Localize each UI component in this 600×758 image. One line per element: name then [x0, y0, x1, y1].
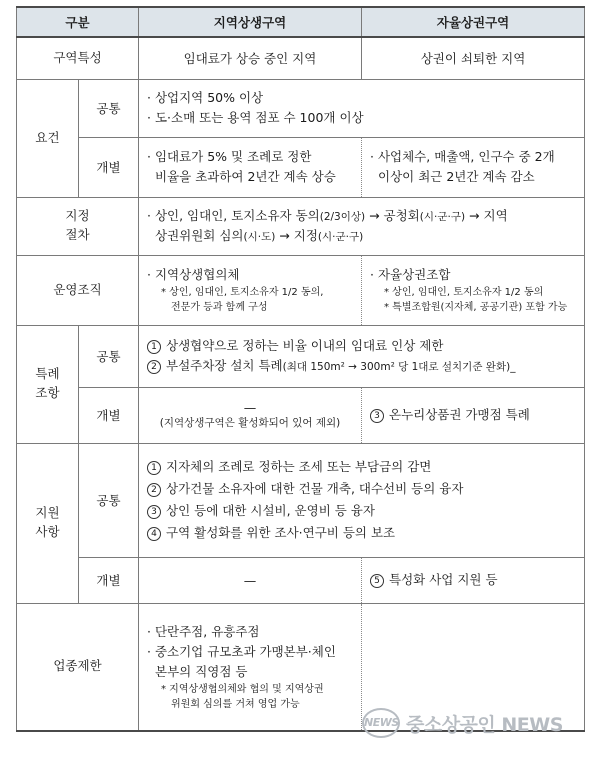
- business-limit-line: 본부의 직영점 등: [155, 663, 248, 679]
- circled-number-3: 3: [370, 409, 384, 423]
- special-b-text: 온누리상품권 가맹점 특례: [389, 407, 530, 422]
- requirements-individual-label: 개별: [79, 137, 139, 197]
- support-label-line: 지원: [35, 505, 60, 521]
- designation-procedure: [139, 197, 585, 255]
- zone-feature-row: [17, 37, 585, 79]
- special-item: 상생협약으로 정하는 비율 이내의 임대료 인상 제한: [166, 338, 444, 353]
- header-row: [17, 7, 585, 37]
- organization-row: [17, 255, 585, 325]
- organization-a-title: · 지역상생협의체: [147, 267, 240, 282]
- designation-note: (시·도): [243, 231, 276, 243]
- zone-feature-label: 구역특성: [17, 37, 139, 79]
- support-individual-row: [17, 557, 585, 603]
- support-label: [17, 443, 79, 603]
- organization-a-note: 전문가 등과 함께 구성: [171, 302, 268, 313]
- designation-label-line: 지정: [65, 208, 90, 224]
- designation-text: 상권위원회 심의: [155, 228, 244, 243]
- special-a-dash: —: [243, 400, 257, 415]
- business-limit-line: · 중소기업 규모초과 가맹본부·체인: [147, 643, 336, 659]
- requirements-b-line: 이상이 최근 2년간 계속 감소: [378, 169, 535, 184]
- organization-b-note: * 특별조합원(지자체, 공공기관) 포함 가능: [384, 302, 568, 313]
- special-common: [139, 325, 585, 387]
- header-autonomous-commercial-zone: 자율상권구역: [362, 7, 585, 37]
- circled-number-3: 3: [147, 505, 161, 519]
- designation-text: · 상인, 임대인, 토지소유자 동의: [147, 208, 320, 223]
- zone-feature-a: 임대료가 상승 중인 지역: [139, 37, 362, 79]
- special-individual-b: [362, 387, 585, 443]
- business-limit-a: [139, 603, 362, 731]
- requirements-common-row: [17, 79, 585, 137]
- requirements-common-line: · 상업지역 50% 이상: [147, 90, 264, 105]
- organization-label: 운영조직: [17, 255, 139, 325]
- organization-a-note: * 상인, 임대인, 토지소유자 1/2 동의,: [161, 287, 324, 298]
- watermark: [362, 708, 563, 738]
- circled-number-5: 5: [370, 574, 384, 588]
- organization-b-note: * 상인, 임대인, 토지소유자 1/2 동의: [384, 287, 544, 298]
- header-category: 구분: [17, 7, 139, 37]
- support-item: 구역 활성화를 위한 조사·연구비 등의 보조: [166, 524, 396, 540]
- designation-label-line: 절차: [65, 227, 90, 242]
- requirements-label: 요건: [17, 79, 79, 197]
- special-individual-row: [17, 387, 585, 443]
- circled-number-2: 2: [147, 483, 161, 497]
- news-logo-icon: NEWS: [362, 708, 400, 738]
- support-item: 상가건물 소유자에 대한 건물 개축, 대수선비 등의 융자: [166, 481, 464, 497]
- special-individual-label: 개별: [79, 387, 139, 443]
- circled-number-1: 1: [147, 340, 161, 354]
- business-limit-line: · 단란주점, 유흥주점: [147, 623, 260, 639]
- requirements-common: [139, 79, 585, 137]
- support-common: [139, 443, 585, 557]
- designation-note: (2/3이상): [319, 211, 366, 223]
- support-individual-a: —: [139, 557, 362, 603]
- requirements-individual-row: [17, 137, 585, 197]
- support-label-line: 사항: [35, 524, 60, 539]
- designation-note: (시·군·구): [317, 231, 364, 243]
- organization-a: [139, 255, 362, 325]
- designation-label: [17, 197, 139, 255]
- circled-number-2: 2: [147, 360, 161, 374]
- special-item-note: (최대 150m² → 300m² 당 1대로 설치기준 완화)_: [282, 361, 516, 373]
- requirements-common-line: · 도·소매 또는 용역 점포 수 100개 이상: [147, 110, 364, 125]
- requirements-individual-a: [139, 137, 362, 197]
- support-item: 상인 등에 대한 시설비, 운영비 등 융자: [166, 503, 375, 518]
- special-item: 부설주차장 설치 특례: [166, 358, 283, 373]
- circled-number-4: 4: [147, 527, 161, 541]
- requirements-b-line: · 사업체수, 매출액, 인구수 중 2개: [370, 149, 555, 164]
- special-a-note: (지역상생구역은 활성화되어 있어 제외): [159, 417, 341, 429]
- designation-text: → 공청회: [365, 208, 420, 223]
- special-label: [17, 325, 79, 443]
- watermark-text: 중소상공인 NEWS: [406, 713, 563, 736]
- business-limit-label: 업종제한: [17, 603, 139, 731]
- support-common-label: 공통: [79, 443, 139, 557]
- zone-feature-b: 상권이 쇠퇴한 지역: [362, 37, 585, 79]
- requirements-a-line: 비율을 초과하여 2년간 계속 상승: [155, 169, 336, 184]
- organization-b-title: · 자율상권조합: [370, 267, 451, 282]
- requirements-common-label: 공통: [79, 79, 139, 137]
- special-individual-a: [139, 387, 362, 443]
- support-individual-b: [362, 557, 585, 603]
- comparison-table: [16, 6, 585, 732]
- support-individual-label: 개별: [79, 557, 139, 603]
- business-limit-note: * 지역상생협의체와 협의 및 지역상권: [161, 683, 324, 695]
- business-limit-note: 위원회 심의를 거쳐 영업 가능: [171, 698, 300, 710]
- support-common-row: [17, 443, 585, 557]
- support-item: 지자체의 조례로 정하는 조세 또는 부담금의 감면: [166, 459, 432, 475]
- header-regional-coexistence-zone: 지역상생구역: [139, 7, 362, 37]
- requirements-a-line: · 임대료가 5% 및 조례로 정한: [147, 149, 312, 164]
- organization-b: [362, 255, 585, 325]
- circled-number-1: 1: [147, 461, 161, 475]
- designation-text: → 지역: [465, 208, 508, 223]
- special-label-line: 특례: [35, 366, 60, 382]
- special-label-line: 조항: [35, 385, 60, 400]
- designation-text: → 지정: [275, 228, 318, 243]
- designation-row: [17, 197, 585, 255]
- requirements-individual-b: [362, 137, 585, 197]
- special-common-row: [17, 325, 585, 387]
- special-common-label: 공통: [79, 325, 139, 387]
- designation-note: (시·군·구): [419, 211, 466, 223]
- support-b-text: 특성화 사업 지원 등: [389, 572, 498, 587]
